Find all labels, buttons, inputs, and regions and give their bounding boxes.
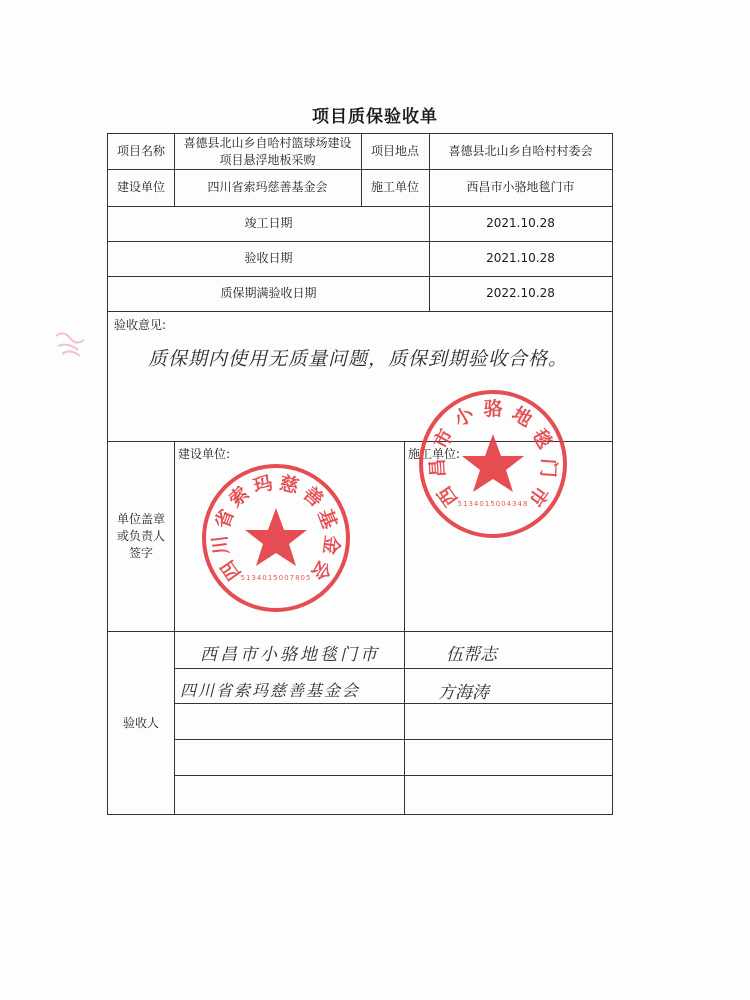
seal-character: 市 [523, 481, 553, 510]
warranty-end-label: 质保期满验收日期 [220, 286, 317, 300]
acceptor-person-2: 方海涛 [438, 683, 489, 703]
seal-character: 地 [507, 402, 536, 432]
completion-date-label: 竣工日期 [244, 216, 293, 230]
signature-label-line-2: 或负责人 [116, 528, 165, 543]
acceptance-date-label: 验收日期 [244, 251, 293, 265]
builder-seal-code: 5134015007805 [240, 574, 312, 582]
seal-character: 毯 [527, 425, 556, 453]
acceptor-person-1: 伍帮志 [446, 645, 497, 665]
signature-constructor-label: 施工单位: [408, 447, 461, 461]
builder-seal-text [200, 462, 352, 614]
opinion-label: 验收意见: [114, 318, 167, 332]
constructor-value: 西昌市小骆地毯门市 [466, 180, 575, 194]
seal-character: 四 [216, 555, 246, 584]
project-name-line-2: 项目悬浮地板采购 [219, 152, 316, 167]
warranty-end-value: 2022.10.28 [486, 286, 555, 300]
acceptor-unit-1: 西昌市小骆地毯门市 [200, 645, 380, 665]
pink-ink-mark [50, 328, 90, 360]
constructor-seal-code: 5134015004348 [457, 500, 529, 508]
completion-date-value: 2021.10.28 [486, 216, 555, 230]
acceptors-label: 验收人 [122, 715, 159, 730]
builder-value: 四川省索玛慈善基金会 [207, 180, 328, 194]
builder-label: 建设单位 [116, 180, 165, 194]
signature-label-line-1: 单位盖章 [116, 511, 165, 526]
seal-character: 善 [298, 482, 327, 512]
signature-builder-label: 建设单位: [178, 447, 231, 461]
project-location-label: 项目地点 [370, 144, 419, 158]
document-title: 项目质保验收单 [312, 107, 438, 127]
signature-label-line-3: 签字 [128, 545, 153, 560]
seal-character: 省 [210, 505, 239, 532]
seal-character: 小 [450, 402, 479, 432]
opinion-handwritten: 质保期内使用无质量问题，质保到期验收合格。 [148, 348, 569, 370]
seal-character: 川 [209, 534, 234, 556]
constructor-company-seal [417, 388, 569, 540]
project-name-line-1: 喜德县北山乡自哈村篮球场建设 [183, 135, 352, 150]
acceptance-date-value: 2021.10.28 [486, 251, 555, 265]
seal-character: 西 [433, 481, 463, 510]
seal-character: 会 [306, 555, 336, 584]
seal-character: 索 [225, 482, 254, 512]
seal-character: 市 [430, 425, 459, 453]
project-name-value [174, 134, 361, 169]
seal-character: 昌 [426, 457, 450, 478]
project-location-value: 喜德县北山乡自哈村村委会 [448, 144, 593, 158]
builder-foundation-seal [200, 462, 352, 614]
seal-character: 基 [313, 505, 342, 532]
seal-character: 金 [318, 534, 343, 556]
seal-character: 骆 [483, 398, 503, 420]
constructor-seal-text [417, 388, 569, 540]
signature-section-label [108, 441, 174, 631]
constructor-label: 施工单位 [370, 180, 419, 194]
seal-character: 慈 [277, 471, 302, 498]
seal-character: 门 [536, 457, 560, 478]
project-name-label: 项目名称 [116, 144, 165, 158]
seal-character: 玛 [250, 471, 275, 498]
acceptor-unit-2: 四川省索玛慈善基金会 [180, 681, 361, 700]
